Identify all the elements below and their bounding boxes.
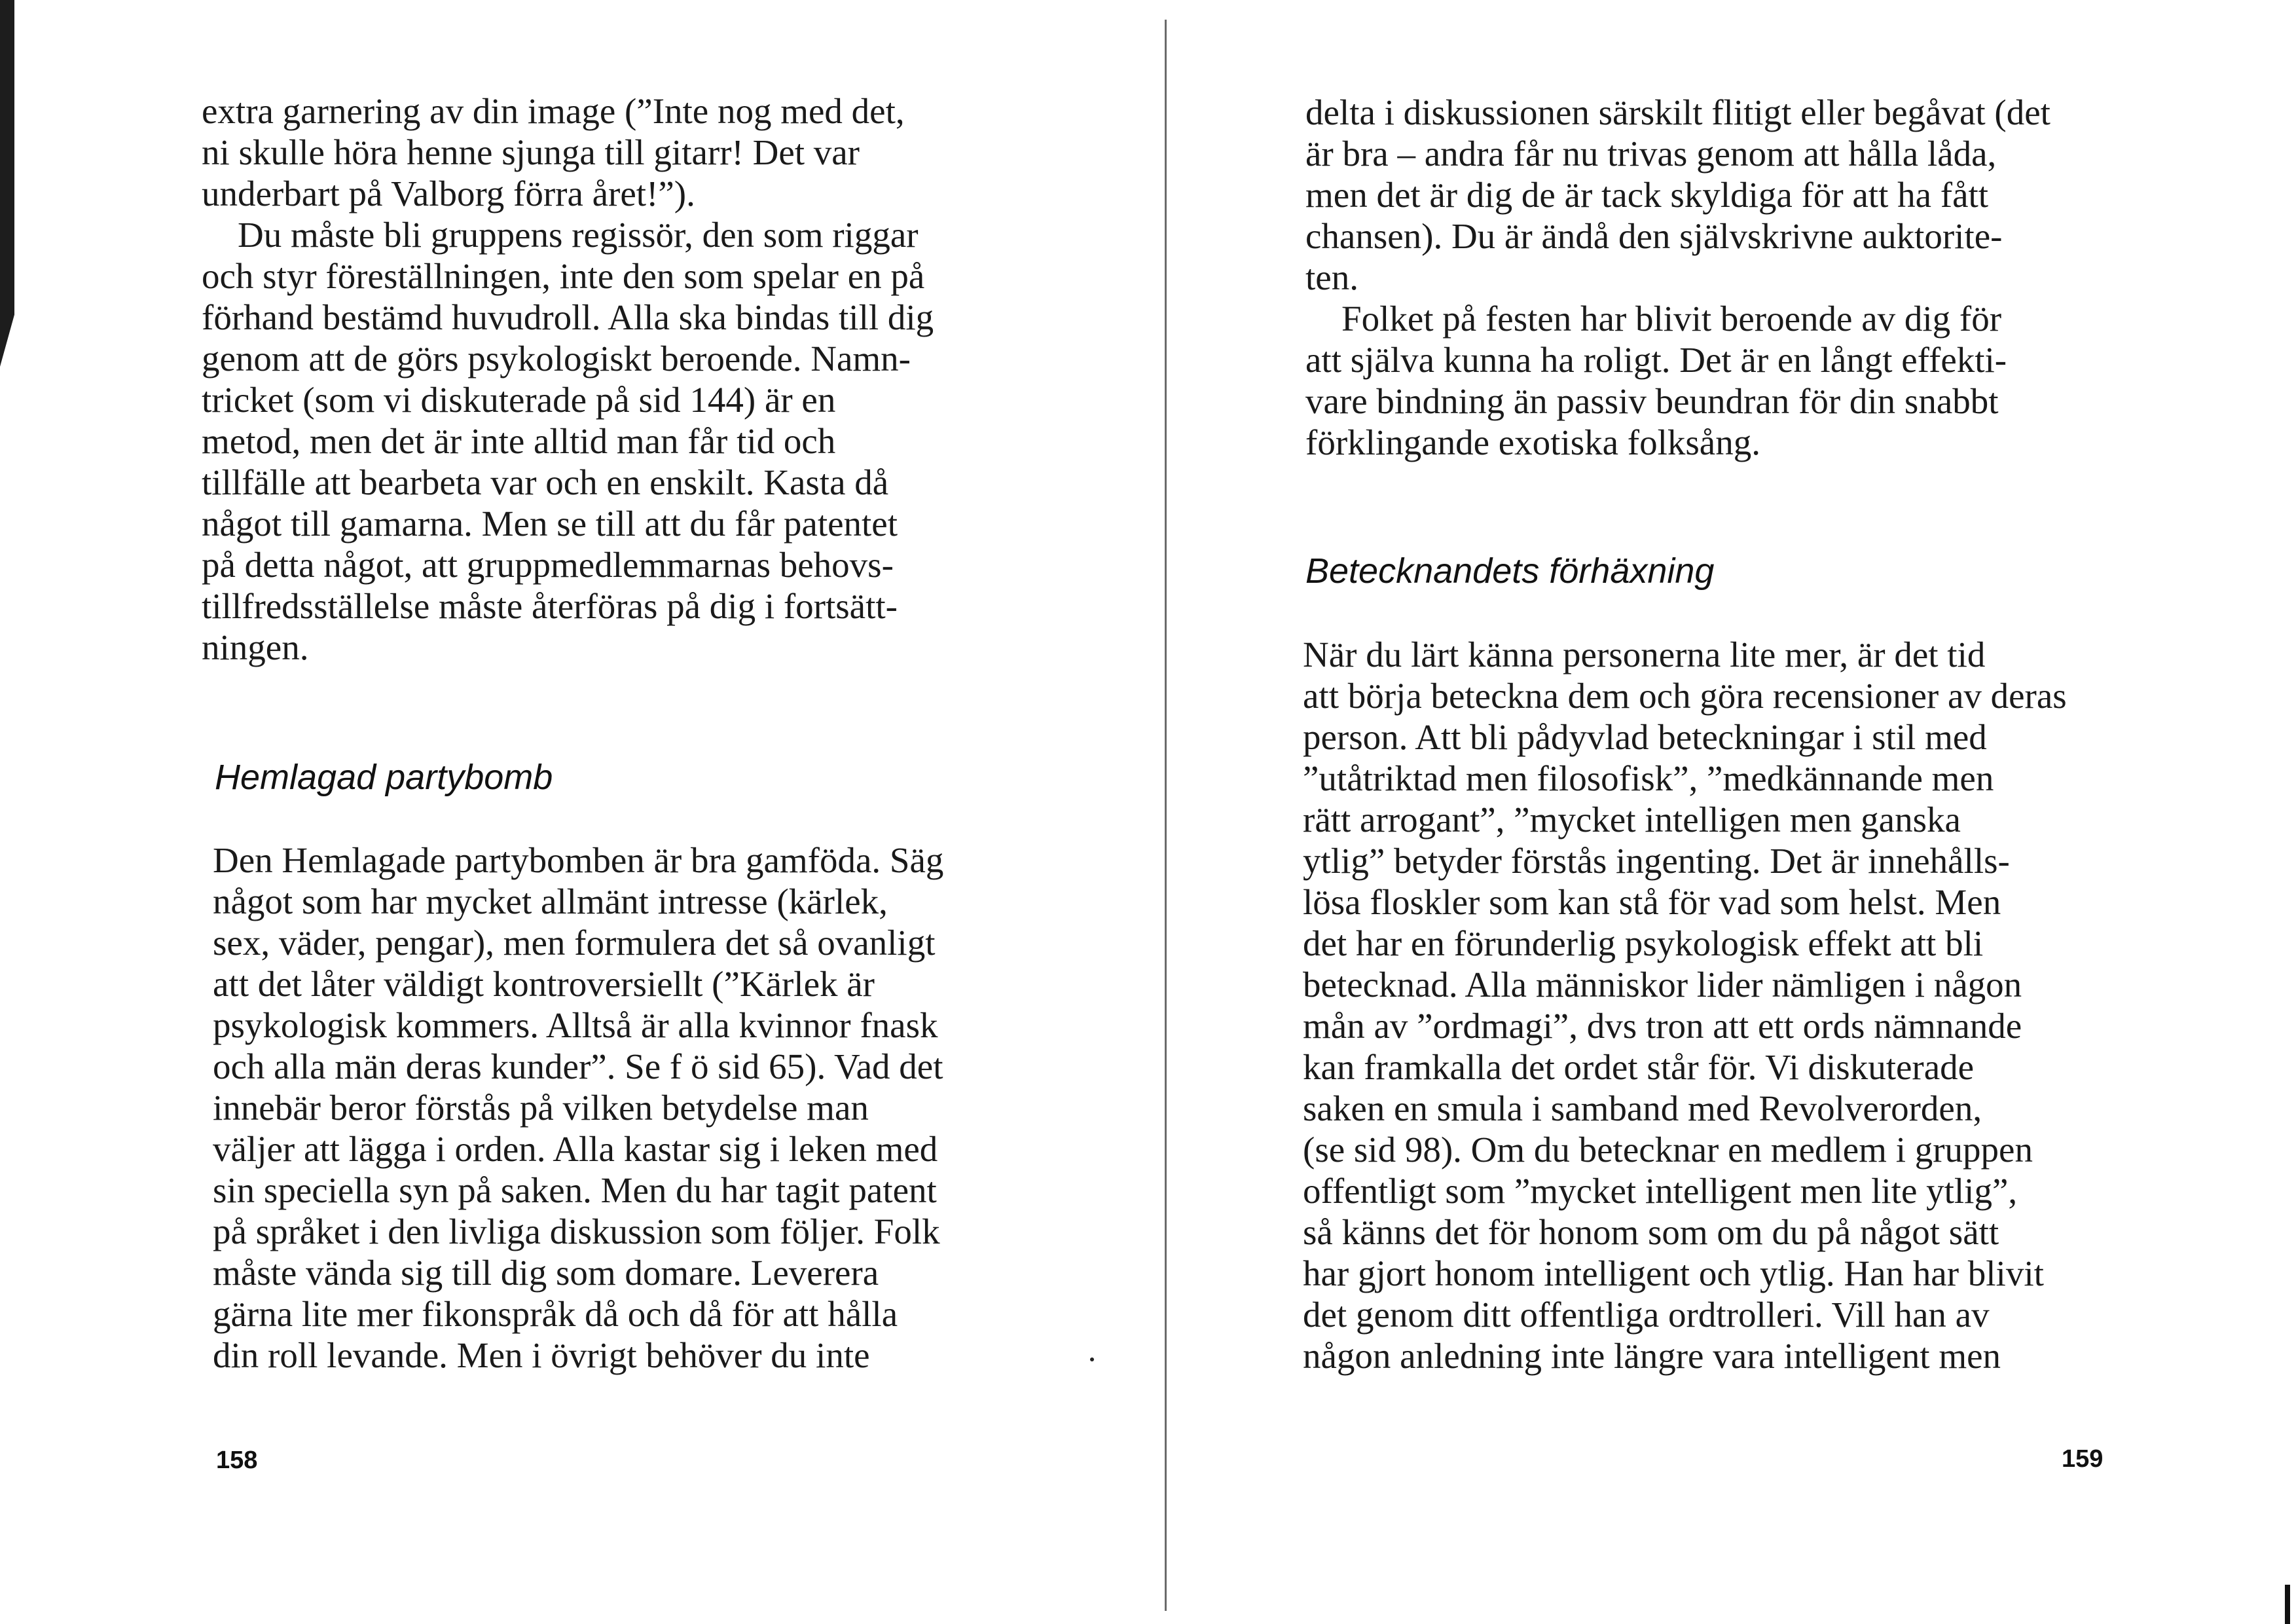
section-heading: Betecknandets förhäxning (1305, 551, 1715, 591)
text-line: metod, men det är inte alltid man får tid och (202, 421, 836, 461)
text-line: offentligt som ”mycket intelligent men lite ytlig”, (1303, 1171, 2018, 1211)
right-paragraph-2 (1305, 298, 2170, 463)
text-line: har gjort honom intelligent och ytlig. Han har blivit (1303, 1253, 2044, 1293)
text-line: kan framkalla det ordet står för. Vi diskuterade (1303, 1047, 1975, 1087)
text-line: att själva kunna ha roligt. Det är en långt effekti- (1305, 340, 2007, 380)
text-line: måste vända sig till dig som domare. Leverera (213, 1253, 879, 1293)
text-line: Folket på festen har blivit beroende av dig för (1341, 299, 2002, 339)
text-line: ni skulle höra henne sjunga till gitarr! Det var (202, 132, 860, 172)
text-line: tricket (som vi diskuterade på sid 144) är en (202, 380, 836, 420)
text-line: tillfredsställelse måste återföras på dig i fortsätt- (202, 586, 898, 626)
text-line: och styr föreställningen, inte den som spelar en på (202, 256, 925, 296)
text-line: din roll levande. Men i övrigt behöver du inte (213, 1335, 870, 1375)
text-line: gärna lite mer fikonspråk då och då för att hålla (213, 1294, 898, 1334)
left-paragraph-2 (202, 214, 1040, 668)
page-number: 159 (2062, 1445, 2104, 1473)
text-line: lösa floskler som kan stå för vad som helst. Men (1303, 882, 2001, 922)
text-line: förhand bestämd huvudroll. Alla ska bindas till dig (202, 297, 934, 337)
text-line: ”utåtriktad men filosofisk”, ”medkännande men (1303, 758, 1994, 798)
text-line: och alla män deras kunder”. Se f ö sid 65). Vad det (213, 1046, 943, 1086)
text-line: vare bindning än passiv beundran för din snabbt (1305, 381, 1999, 421)
text-line: det genom ditt offentliga ordtrolleri. Vill han av (1303, 1295, 1990, 1335)
left-paragraph-1 (202, 90, 1040, 214)
text-line: att det låter väldigt kontroversiellt (”Kärlek är (213, 964, 875, 1004)
text-line: betecknad. Alla människor lider nämligen i någon (1303, 965, 2022, 1005)
section-heading: Hemlagad partybomb (215, 758, 553, 797)
text-line: det har en förunderlig psykologisk effekt att bli (1303, 923, 1984, 963)
text-line: extra garnering av din image (”Inte nog med det, (202, 91, 905, 131)
text-line: att börja beteckna dem och göra recensioner av deras (1303, 676, 2067, 716)
text-line: (se sid 98). Om du betecknar en medlem i gruppen (1303, 1130, 2033, 1170)
text-line: ningen. (202, 627, 309, 667)
text-line: men det är dig de är tack skyldiga för att ha fått (1305, 175, 1989, 215)
text-line: Den Hemlagade partybomben är bra gamföda. Säg (213, 840, 944, 880)
text-line: chansen). Du är ändå den självskrivne auktorite- (1305, 216, 2003, 256)
text-line: delta i diskussionen särskilt flitigt eller begåvat (det (1305, 92, 2050, 132)
text-line: person. Att bli pådyvlad beteckningar i stil med (1303, 717, 1987, 757)
text-line: någon anledning inte längre vara intelligent men (1303, 1336, 2001, 1376)
text-line: rätt arrogant”, ”mycket intelligen men ganska (1303, 800, 1961, 840)
right-paragraph-1 (1305, 92, 2170, 298)
text-line: saken en smula i samband med Revolverorden, (1303, 1088, 1982, 1128)
text-line: Du måste bli gruppens regissör, den som riggar (238, 215, 919, 255)
text-line: ytlig” betyder förstås ingenting. Det är innehålls- (1303, 841, 2010, 881)
text-line: på detta något, att gruppmedlemmarnas behovs- (202, 545, 894, 585)
text-line: innebär beror förstås på vilken betydelse man (213, 1088, 869, 1128)
text-line: förklingande exotiska folksång. (1305, 422, 1760, 462)
page-number: 158 (216, 1447, 258, 1474)
text-line: sex, väder, pengar), men formulera det så ovanligt (213, 923, 936, 963)
left-paragraph-3 (213, 840, 1051, 1376)
right-page (1148, 0, 2296, 1624)
text-line: ten. (1305, 257, 1358, 297)
text-line: mån av ”ordmagi”, dvs tron att ett ords nämnande (1303, 1006, 2022, 1046)
text-line: så känns det för honom som om du på något sätt (1303, 1212, 1999, 1252)
text-line: genom att de görs psykologiskt beroende. Namn- (202, 339, 911, 378)
text-line: något som har mycket allmänt intresse (kärlek, (213, 881, 888, 921)
right-paragraph-3 (1303, 634, 2167, 1376)
text-line: När du lärt känna personerna lite mer, är det tid (1303, 635, 1986, 674)
text-line: på språket i den livliga diskussion som följer. Folk (213, 1211, 940, 1251)
text-line: tillfälle att bearbeta var och en enskilt. Kasta då (202, 462, 889, 502)
text-line: sin speciella syn på saken. Men du har tagit patent (213, 1170, 937, 1210)
text-line: väljer att lägga i orden. Alla kastar sig i leken med (213, 1129, 938, 1169)
text-line: är bra – andra får nu trivas genom att hålla låda, (1305, 134, 1997, 174)
text-line: något till gamarna. Men se till att du får patentet (202, 504, 898, 544)
text-line: underbart på Valborg förra året!”). (202, 174, 695, 213)
text-line: psykologisk kommers. Alltså är alla kvinnor fnask (213, 1005, 938, 1045)
